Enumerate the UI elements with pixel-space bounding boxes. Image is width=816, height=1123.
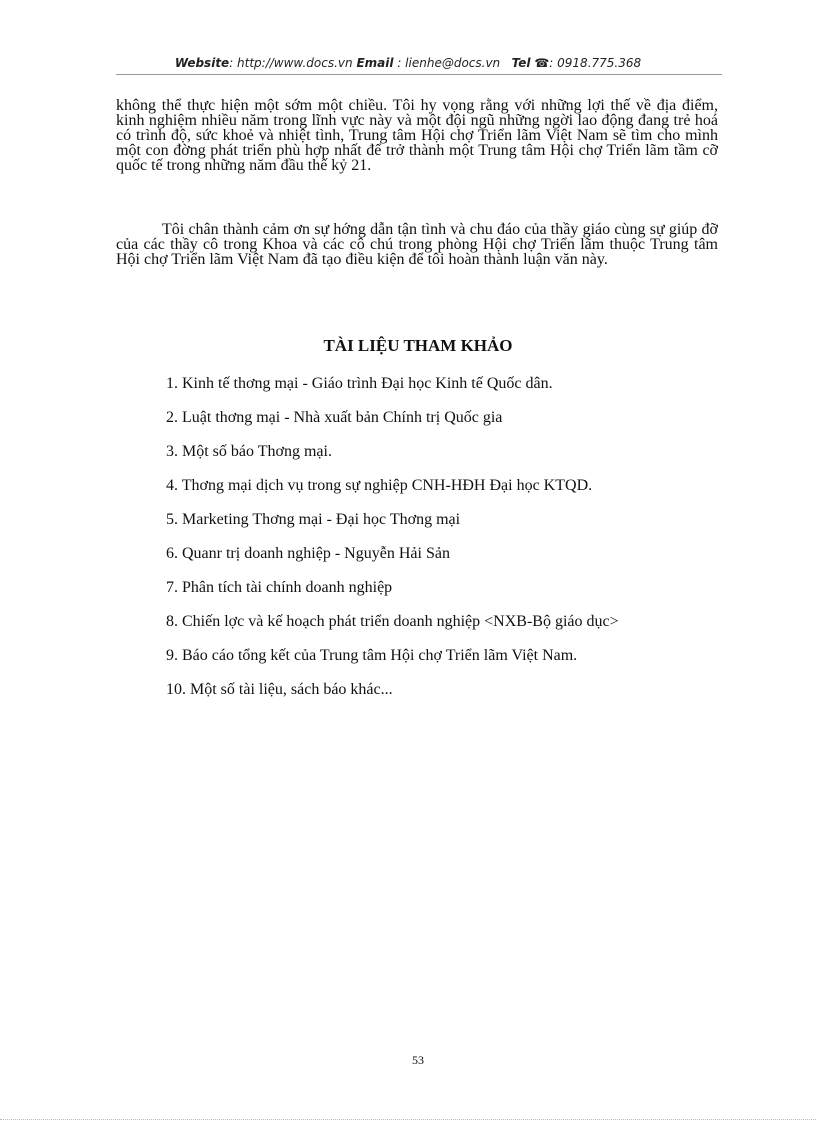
reference-item: 1. Kinh tế thơng mại - Giáo trình Đại học Kinh tế Quốc dân. bbox=[166, 375, 553, 392]
reference-item: 9. Báo cáo tổng kết của Trung tâm Hội chợ Triển lãm Việt Nam. bbox=[166, 647, 578, 664]
reference-item: 10. Một số tài liệu, sách báo khác... bbox=[166, 681, 393, 698]
reference-item: 4. Thơng mại dịch vụ trong sự nghiệp CNH-HĐH Đại học KTQD. bbox=[166, 477, 593, 494]
reference-item: 7. Phân tích tài chính doanh nghiệp bbox=[166, 579, 393, 596]
header-divider bbox=[116, 74, 722, 75]
footer-divider bbox=[0, 1119, 816, 1120]
website-value: : http://www.docs.vn bbox=[229, 56, 353, 70]
references-title: TÀI LIỆU THAM KHẢO bbox=[323, 336, 513, 355]
email-label: Email bbox=[356, 56, 394, 70]
email-value: : lienhe@docs.vn bbox=[397, 56, 501, 70]
body-paragraph-1: không thể thực hiện một sớm một chiều. Tôi hy vọng rằng với những lợi thế về địa điểm, kinh nghiệm nhiều năm trong lĩnh vực này và một đội ngũ những ngời lao động đang trẻ hoá có trình độ, sức khoẻ và nhiệt tình, Trung tâm Hội chợ Triển lãm Việt Nam sẽ tìm cho mình một con đờng phát triển phù hợp nhất để trở thành một Trung tâm Hội chợ Triển lãm tầm cỡ quốc tế trong những năm đầu thế kỷ 21. bbox=[116, 97, 718, 174]
reference-item: 3. Một số báo Thơng mại. bbox=[166, 443, 332, 460]
page-header bbox=[0, 56, 816, 70]
references-list bbox=[166, 374, 619, 714]
reference-item: 6. Quanr trị doanh nghiệp - Nguyễn Hải Sản bbox=[166, 545, 450, 562]
body-paragraph-2: Tôi chân thành cảm ơn sự hớng dẫn tận tình và chu đáo của thầy giáo cùng sự giúp đỡ của các thầy cô trong Khoa và các cô chú trong phòng Hội chợ Triển lãm thuộc Trung tâm Hội chợ Triển lãm Việt Nam đã tạo điều kiện để tôi hoàn thành luận văn này. bbox=[116, 221, 718, 268]
website-label: Website bbox=[174, 56, 230, 70]
page-number: 53 bbox=[412, 1053, 424, 1067]
reference-item: 5. Marketing Thơng mại - Đại học Thơng mại bbox=[166, 511, 461, 528]
tel-label: Tel bbox=[511, 56, 531, 70]
tel-value: : 0918.775.368 bbox=[549, 56, 642, 70]
phone-icon: ☎ bbox=[534, 56, 550, 70]
reference-item: 2. Luật thơng mại - Nhà xuất bản Chính trị Quốc gia bbox=[166, 409, 503, 426]
reference-item: 8. Chiến lợc và kế hoạch phát triển doanh nghiệp <NXB-Bộ giáo dục> bbox=[166, 613, 619, 630]
